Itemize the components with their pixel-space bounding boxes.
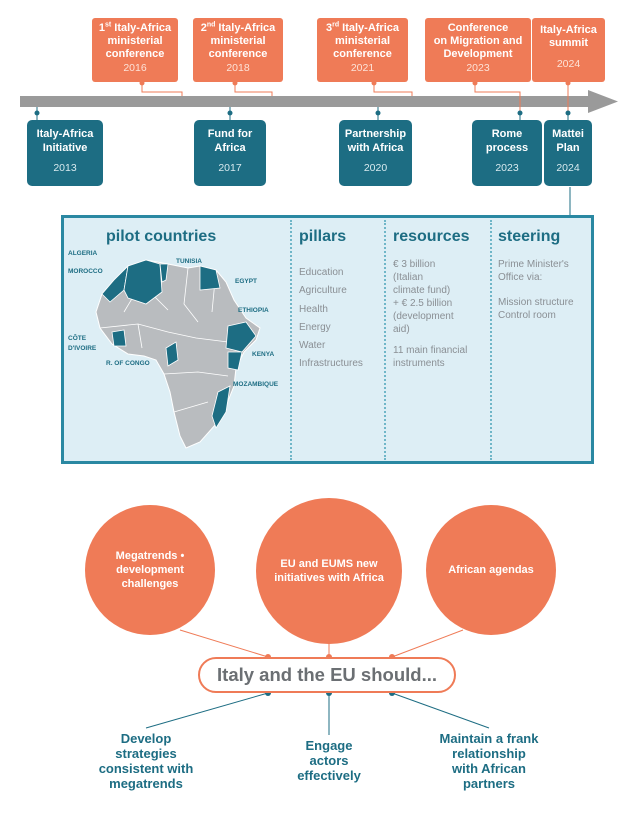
circle-eu-initiatives — [256, 498, 402, 644]
action-line: consistent with — [98, 761, 194, 776]
pillar-item: Infrastructures — [299, 358, 363, 370]
action-develop-strategies — [76, 731, 216, 791]
event-line1: Italy-Africa — [339, 22, 400, 34]
resource-line: + € 2.5 billion — [393, 298, 453, 309]
country-kenya — [228, 352, 242, 370]
column-divider — [384, 220, 386, 460]
steering-line: Control room — [498, 310, 556, 321]
action-engage-actors — [264, 738, 394, 783]
action-line: Develop — [120, 731, 172, 746]
action-line: Engage — [305, 738, 353, 753]
action-line: strategies — [115, 746, 177, 761]
action-line: effectively — [297, 768, 361, 783]
timeline-event-2016 — [92, 18, 178, 82]
resource-line: (Italian — [393, 272, 424, 283]
label-ethiopia: ETHIOPIA — [238, 307, 269, 314]
event-line2: ministerial — [107, 35, 163, 47]
milestone-year: 2023 — [495, 162, 519, 174]
circle-line: African agendas — [448, 564, 534, 576]
resource-line: climate fund) — [393, 285, 451, 296]
label-congo: R. OF CONGO — [106, 360, 150, 367]
resources-list — [393, 258, 467, 370]
circle-african-agendas — [426, 505, 556, 635]
circle-line: development — [116, 564, 184, 576]
action-line: megatrends — [109, 776, 183, 791]
column-divider — [290, 220, 292, 460]
pillar-item: Health — [299, 303, 328, 315]
event-line1: Conference — [447, 22, 509, 34]
resource-line: aid) — [393, 324, 410, 335]
action-line: with African — [452, 761, 526, 776]
label-mozambique: MOZAMBIQUE — [233, 381, 279, 388]
label-kenya: KENYA — [252, 351, 275, 358]
circle-line: challenges — [121, 578, 179, 590]
event-year: 2016 — [123, 62, 147, 74]
event-line3: conference — [105, 48, 165, 60]
label-morocco: MOROCCO — [68, 268, 103, 275]
resources-title: resources — [393, 228, 470, 245]
event-line2: ministerial — [210, 35, 266, 47]
column-divider — [490, 220, 492, 460]
event-line2: ministerial — [334, 35, 391, 47]
milestone-year: 2020 — [363, 162, 388, 174]
action-line: relationship — [452, 746, 526, 761]
event-year: 2023 — [466, 62, 490, 74]
milestone-year: 2024 — [556, 162, 580, 174]
steering-line: Prime Minister's — [498, 259, 569, 270]
timeline-arrow-head — [588, 90, 618, 113]
milestone-line2: Initiative — [42, 142, 88, 154]
resource-line: (development — [393, 311, 454, 322]
country-egypt — [200, 266, 220, 290]
steering-title: steering — [498, 228, 561, 245]
event-year: 2021 — [350, 62, 375, 74]
milestone-year: 2013 — [53, 162, 77, 174]
event-ordinal-suffix: nd — [206, 21, 216, 29]
central-statement: Italy and the EU should... — [198, 657, 456, 693]
timeline-arrow-shaft — [20, 96, 590, 107]
action-maintain-relationship — [414, 731, 564, 791]
milestone-line1: Rome — [491, 128, 523, 140]
timeline-milestone-2013 — [27, 120, 103, 186]
label-divoire: D'IVOIRE — [68, 345, 97, 352]
resource-line: 11 main financial — [393, 345, 468, 356]
pillars-title: pillars — [299, 228, 347, 245]
event-ordinal: 1 — [98, 22, 105, 34]
country-cote-divoire — [112, 330, 126, 346]
milestone-year: 2017 — [218, 162, 242, 174]
action-line: actors — [309, 753, 349, 768]
timeline-event-2021 — [317, 18, 408, 82]
event-line3: conference — [333, 48, 392, 60]
label-algeria: ALGERIA — [68, 250, 98, 257]
timeline-event-2024 — [532, 18, 605, 82]
milestone-line1: Partnership — [344, 128, 407, 140]
event-line3: Development — [443, 48, 513, 60]
action-line: partners — [462, 776, 516, 791]
circle-line: EU and EUMS new — [280, 558, 378, 570]
label-egypt: EGYPT — [235, 278, 258, 285]
pillars-list — [299, 264, 363, 374]
label-cote: CÔTE — [68, 335, 87, 342]
milestone-line1: Mattei — [552, 128, 584, 140]
circle-line: initiatives with Africa — [274, 572, 384, 584]
event-line1: Italy-Africa — [215, 22, 276, 34]
steering-line: Office via: — [498, 272, 543, 283]
event-line1: Italy-Africa — [540, 24, 597, 36]
timeline-milestone-2017 — [194, 120, 266, 186]
steering-list — [498, 258, 574, 322]
timeline-milestone-2023 — [472, 120, 542, 186]
timeline-milestone-2020 — [339, 120, 412, 186]
pillar-item: Energy — [299, 321, 331, 333]
milestone-line1: Italy-Africa — [36, 128, 94, 140]
pillar-item: Water — [299, 340, 326, 352]
event-line3: conference — [208, 48, 268, 60]
event-line2: summit — [548, 37, 589, 49]
resource-line: instruments — [393, 358, 445, 369]
pillar-item: Agriculture — [299, 285, 347, 297]
milestone-line2: with Africa — [347, 142, 404, 154]
pilot-countries-title: pilot countries — [106, 228, 217, 245]
milestone-line1: Fund for — [207, 128, 253, 140]
timeline-event-2023 — [425, 18, 531, 82]
milestone-line2: Africa — [214, 142, 246, 154]
circle-megatrends — [85, 505, 215, 635]
label-tunisia: TUNISIA — [176, 258, 202, 265]
circle-line: Megatrends • — [115, 550, 185, 562]
event-year: 2018 — [226, 62, 250, 74]
resource-line: € 3 billion — [393, 259, 436, 270]
event-line2: on Migration and — [433, 35, 523, 47]
event-ordinal-suffix: rd — [332, 21, 340, 29]
steering-line: Mission structure — [498, 297, 574, 308]
action-line: Maintain a frank — [439, 731, 539, 746]
timeline-milestone-2024 — [544, 120, 592, 186]
event-year: 2024 — [556, 58, 581, 70]
milestone-line2: Plan — [556, 142, 580, 154]
timeline-event-2018 — [193, 18, 283, 82]
event-line1: Italy-Africa — [111, 22, 172, 34]
pillar-item: Education — [299, 267, 344, 278]
event-ordinal-suffix: st — [104, 21, 112, 29]
event-ordinal: 2 — [200, 22, 207, 34]
milestone-line2: process — [485, 142, 529, 154]
event-ordinal: 3 — [325, 22, 333, 34]
